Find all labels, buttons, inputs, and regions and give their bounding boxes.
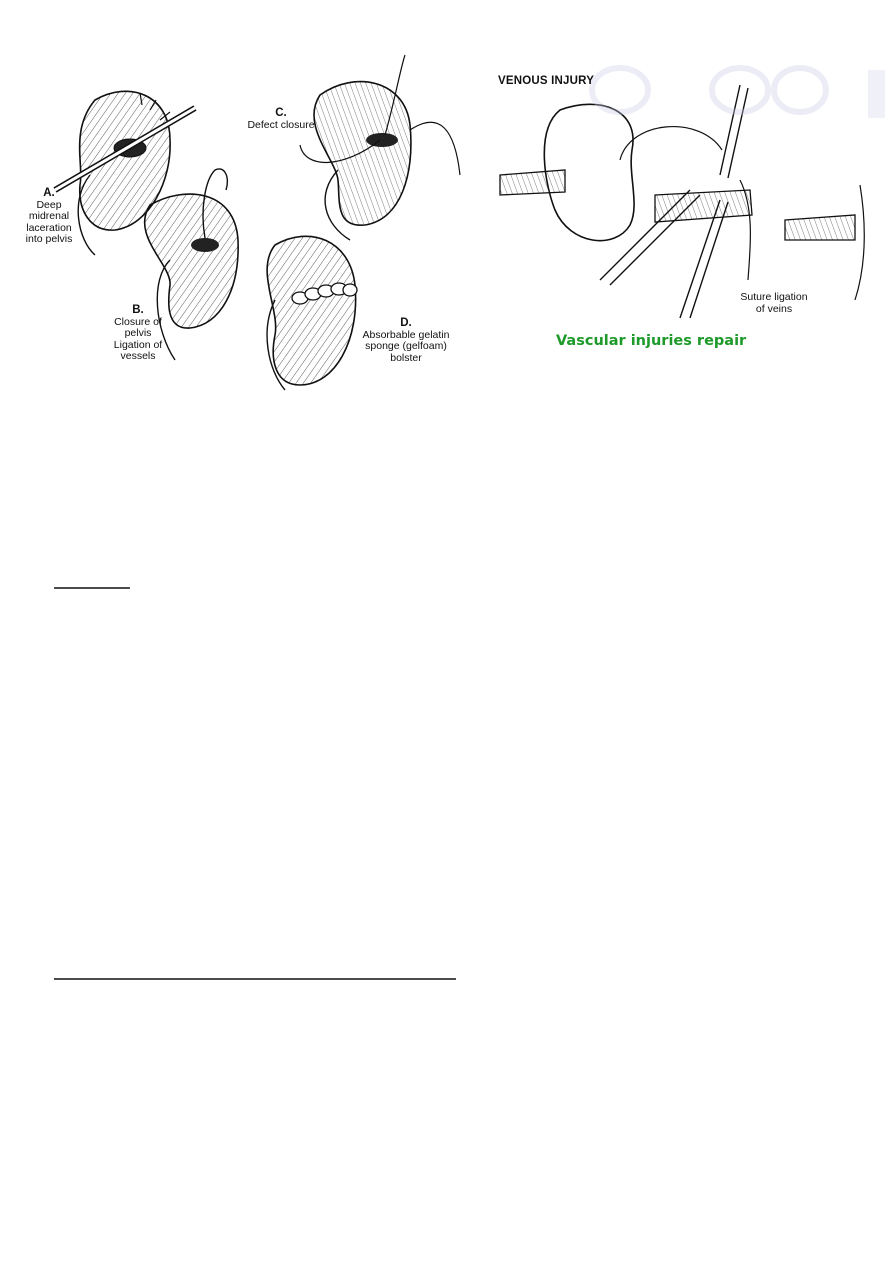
panel-a-letter: A. xyxy=(43,187,55,199)
panel-c-label xyxy=(246,108,316,131)
panel-a-label xyxy=(14,188,84,246)
panel-d-line-3: bolster xyxy=(390,351,422,364)
panel-b-label xyxy=(104,305,172,363)
panel-d-letter: D. xyxy=(400,317,412,329)
venous-injury-heading: VENOUS INJURY xyxy=(498,75,595,87)
panel-b-line-3: Ligation of xyxy=(113,338,163,351)
kidney-illustration-d xyxy=(267,236,357,390)
panel-c-line-1: Defect closure xyxy=(247,118,315,131)
suture-ligation-line-1: Suture ligation xyxy=(740,291,808,303)
suture-ligation-line-2: of veins xyxy=(755,302,793,315)
panel-b-line-1: Closure of xyxy=(114,315,162,328)
panel-d-line-2: sponge (gelfoam) xyxy=(365,340,447,352)
panel-d-line-1: Absorbable gelatin xyxy=(362,328,450,341)
panel-b-letter: B. xyxy=(132,304,144,316)
panel-a-line-2: midrenal xyxy=(28,210,70,222)
panel-a-line-4: into pelvis xyxy=(25,233,73,245)
panel-b-line-4: vessels xyxy=(120,350,156,362)
figure-caption: Vascular injuries repair xyxy=(556,333,747,349)
panel-b-line-2: pelvis xyxy=(124,327,152,339)
suture-ligation-label xyxy=(728,292,820,315)
panel-c-letter: C. xyxy=(275,107,287,119)
panel-a-line-3: laceration xyxy=(26,221,72,234)
panel-a-line-1: Deep xyxy=(36,198,62,211)
kidney-illustration-c xyxy=(300,55,460,240)
venous-injury-illustration xyxy=(500,85,864,318)
panel-d-label xyxy=(358,318,454,364)
